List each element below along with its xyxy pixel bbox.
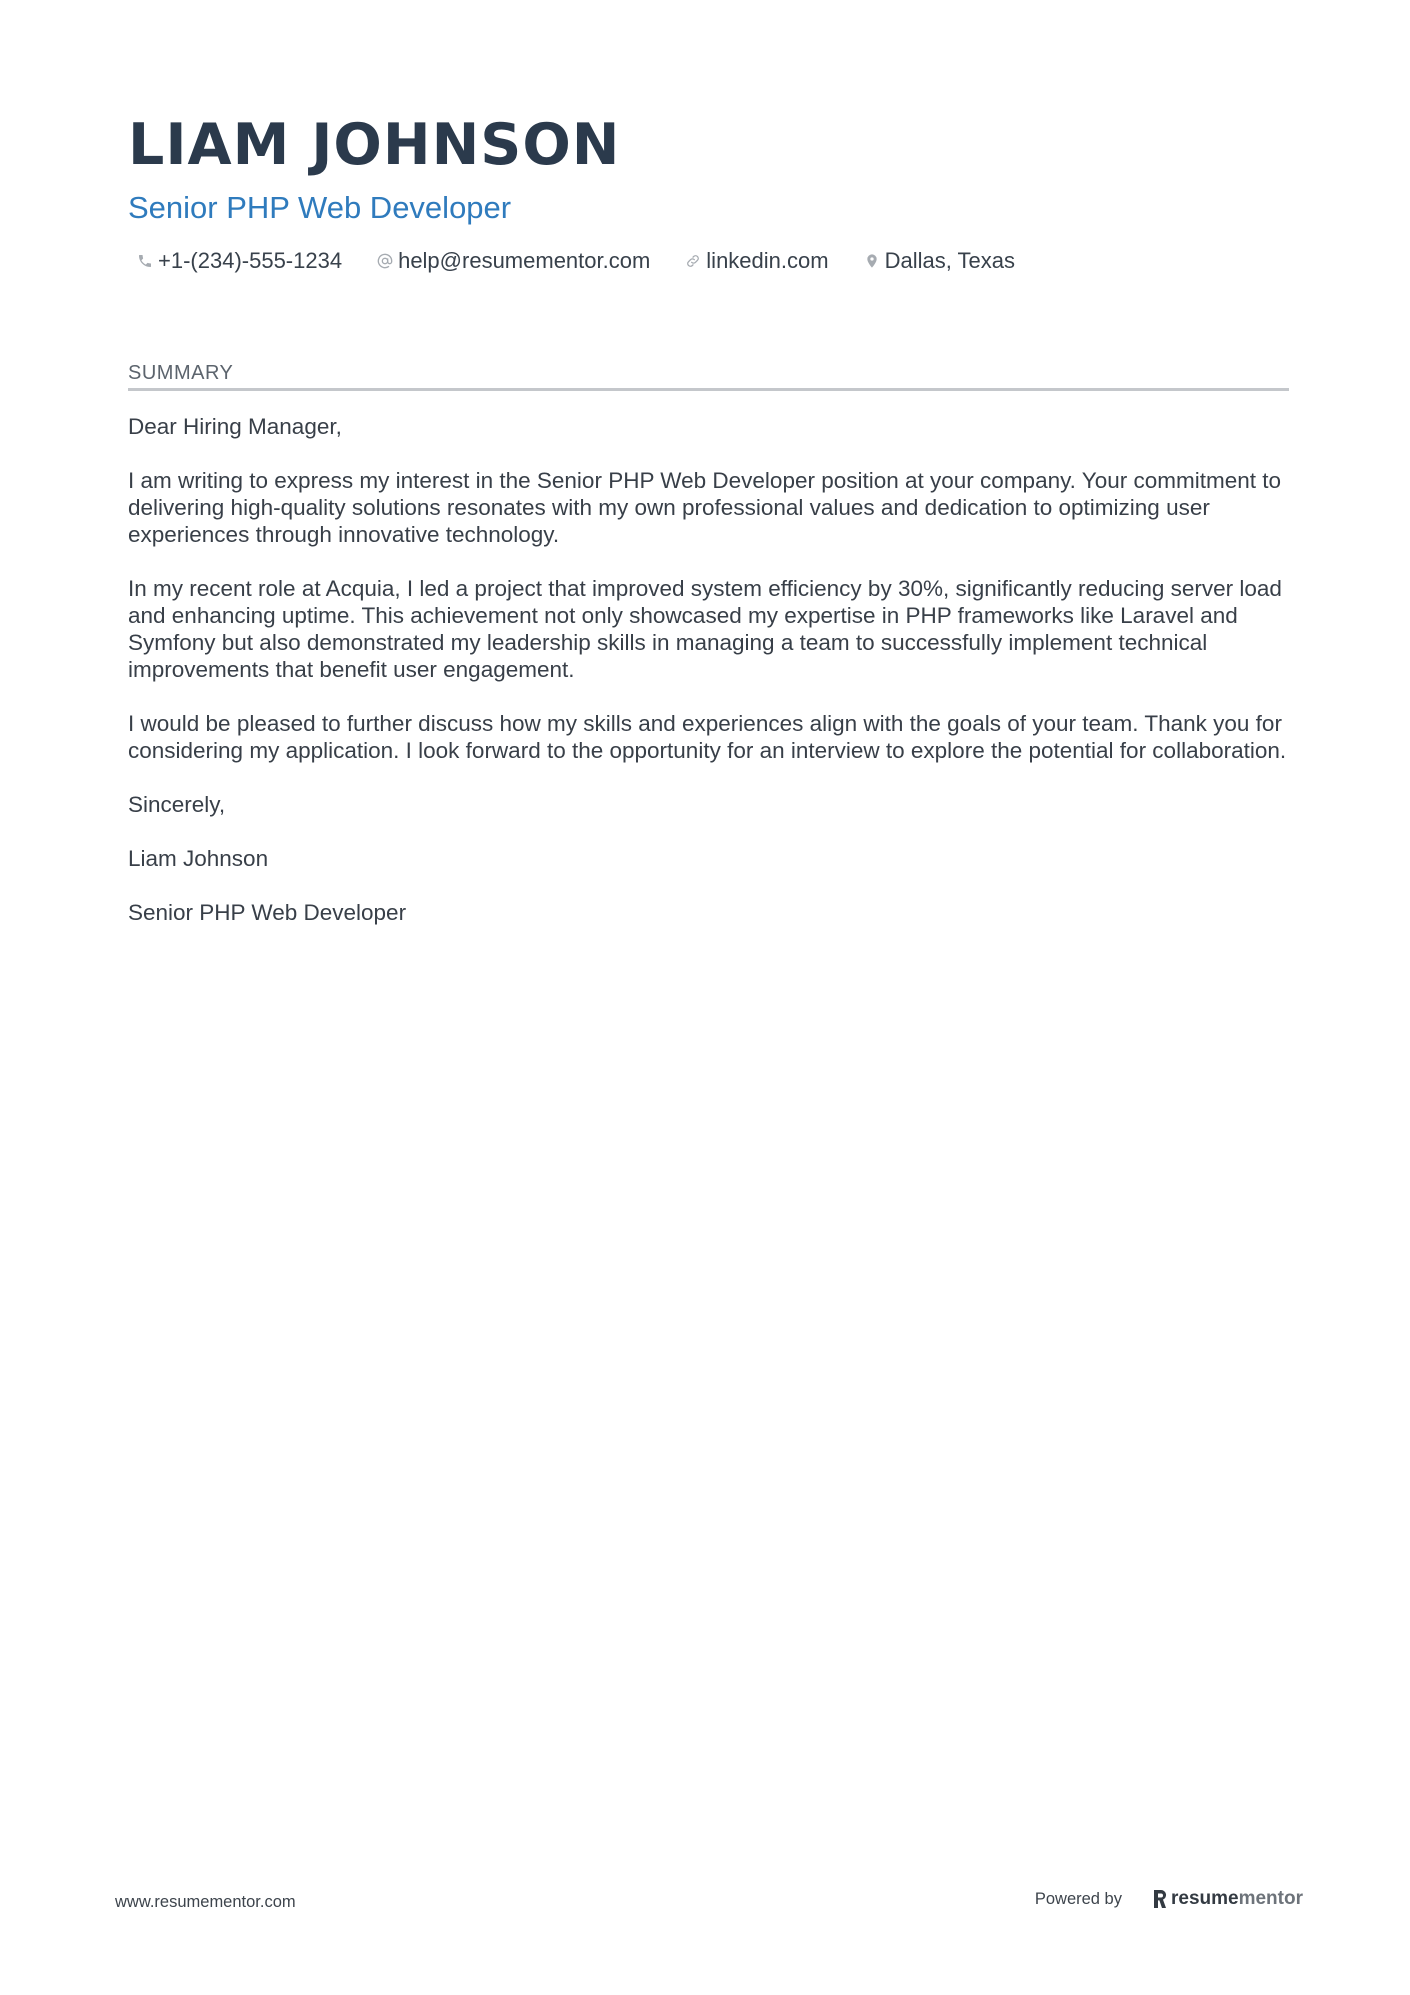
at-sign-icon	[376, 252, 394, 270]
contact-bar	[128, 246, 1288, 276]
website-link[interactable]: linkedin.com	[706, 248, 829, 273]
section-heading: SUMMARY	[128, 362, 234, 384]
job-title: Senior PHP Web Developer	[128, 190, 512, 225]
closing: Sincerely,	[128, 792, 226, 817]
candidate-name: LIAM JOHNSON	[128, 112, 621, 178]
brand-text-light: mentor	[1238, 1888, 1303, 1909]
link-icon	[684, 252, 702, 270]
letter-paragraph: I would be pleased to further discuss how my skills and experiences align with the goals of your team. Thank you for considering my application. I look forward to the opportunity for an interview to explore the potential for collaboration.	[128, 711, 1287, 763]
footer-branding	[1035, 1888, 1303, 1910]
map-pin-icon	[863, 252, 881, 270]
contact-website	[676, 248, 828, 274]
letter-paragraph: In my recent role at Acquia, I led a project that improved system efficiency by 30%, significantly reducing server load and enhancing uptime. This achievement not only showcased my expertise in PHP frameworks like Laravel and Symfony but also demonstrated my leadership skills in managing a team to successfully implement technical improvements that benefit user engagement.	[128, 576, 1282, 682]
contact-location	[855, 248, 1015, 274]
brand-logo[interactable]	[1152, 1888, 1303, 1910]
phone-icon	[136, 252, 154, 270]
email-link[interactable]: help@resumementor.com	[398, 248, 651, 273]
contact-email	[368, 248, 650, 274]
letter-paragraph: I am writing to express my interest in the Senior PHP Web Developer position at your company. Your commitment to delivering high-quality solutions resonates with my own professional values and dedication to optimizing user experiences through innovative technology.	[128, 468, 1282, 547]
brand-text-bold: resume	[1170, 1888, 1239, 1909]
footer-website-link[interactable]: www.resumementor.com	[115, 1893, 296, 1911]
header	[128, 110, 1288, 276]
summary-section	[128, 360, 1289, 953]
phone-text: +1-(234)-555-1234	[158, 248, 343, 273]
letter-body	[128, 413, 1289, 926]
contact-phone	[128, 248, 342, 274]
powered-by-label: Powered by	[1034, 1889, 1122, 1908]
resumementor-logo-icon	[1152, 1889, 1168, 1909]
section-divider	[128, 388, 1289, 391]
salutation: Dear Hiring Manager,	[128, 414, 342, 439]
signature-title: Senior PHP Web Developer	[128, 900, 407, 925]
signature-name: Liam Johnson	[128, 846, 269, 871]
location-text: Dallas, Texas	[884, 248, 1016, 273]
